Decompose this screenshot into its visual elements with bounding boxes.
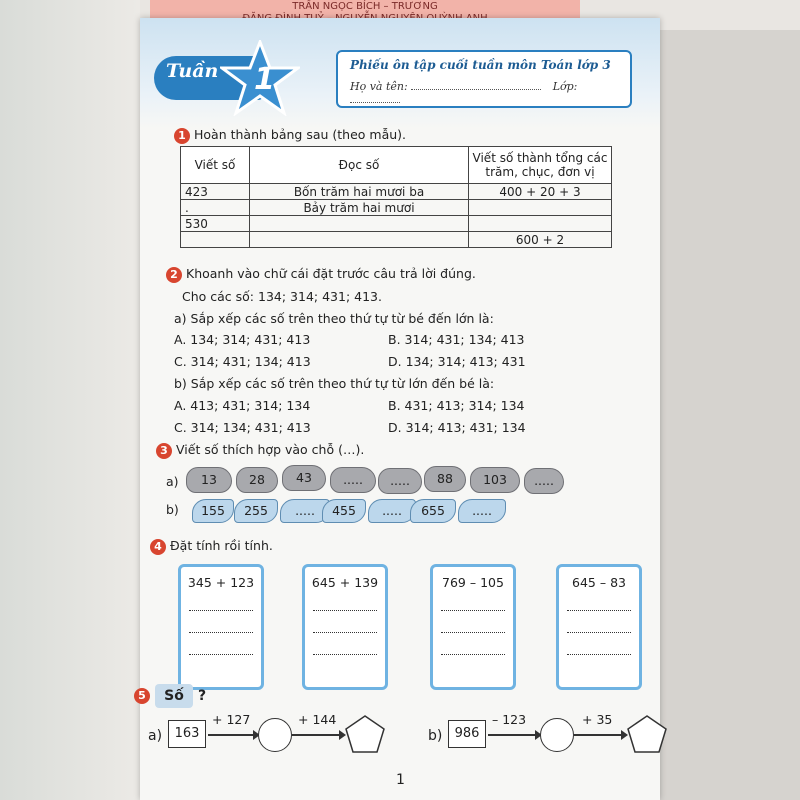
q5b-pentagon-answer[interactable] xyxy=(626,714,668,754)
q5b-op1: – 123 xyxy=(492,712,527,727)
answer-line xyxy=(567,653,631,655)
table-cell[interactable]: . xyxy=(181,200,250,216)
q5b-label: b) xyxy=(428,728,443,744)
name-label: Họ và tên: xyxy=(350,80,408,93)
q2-given: Cho các số: 134; 314; 431; 413. xyxy=(182,289,382,304)
name-line xyxy=(350,80,620,106)
table-row xyxy=(181,184,612,200)
calc-expression: 769 – 105 xyxy=(442,575,504,590)
q2b-option-a[interactable]: A. 413; 431; 314; 134 xyxy=(174,398,311,413)
q5a-pentagon-answer[interactable] xyxy=(344,714,386,754)
q5-question-mark: ? xyxy=(198,688,207,704)
week-number: 1 xyxy=(254,62,275,97)
table-cell[interactable] xyxy=(469,200,612,216)
stone-blank[interactable]: ..... xyxy=(524,468,564,494)
table-row xyxy=(181,200,612,216)
arrow-icon xyxy=(208,734,258,736)
leaf-number: 655 xyxy=(410,499,456,523)
background-right xyxy=(660,30,800,800)
table-header: Viết số xyxy=(181,147,250,184)
leaf-number: 155 xyxy=(192,499,234,523)
answer-line xyxy=(313,609,377,611)
background-left xyxy=(0,0,140,800)
q2b-option-b[interactable]: B. 431; 413; 314; 134 xyxy=(388,398,525,413)
table-cell: 400 + 20 + 3 xyxy=(469,184,612,200)
table-cell: 530 xyxy=(181,216,250,232)
stone-blank[interactable]: ..... xyxy=(378,468,422,494)
author-line-1: TRẦN NGỌC BÍCH – TRƯƠNG xyxy=(292,1,438,12)
stone-number: 13 xyxy=(186,467,232,493)
q2a-prompt: a) Sắp xếp các số trên theo thứ tự từ bé đến lớn là: xyxy=(174,311,494,326)
q3a-label: a) xyxy=(166,474,179,489)
table-cell[interactable] xyxy=(181,232,250,248)
table-row xyxy=(181,232,612,248)
q1-number-badge: 1 xyxy=(174,128,190,144)
q5a-op1: + 127 xyxy=(212,712,251,727)
calc-box-1[interactable] xyxy=(178,564,264,690)
q2a-option-a[interactable]: A. 134; 314; 431; 413 xyxy=(174,332,311,347)
table-cell: 423 xyxy=(181,184,250,200)
answer-line xyxy=(441,653,505,655)
name-field[interactable] xyxy=(411,89,541,90)
q2-title-text: Khoanh vào chữ cái đặt trước câu trả lời đúng. xyxy=(186,266,476,281)
leaf-blank[interactable]: ..... xyxy=(368,499,416,523)
sheet-header-box xyxy=(336,50,632,108)
q3-title xyxy=(156,442,364,459)
q2b-option-d[interactable]: D. 314; 413; 431; 134 xyxy=(388,420,526,435)
page-number: 1 xyxy=(396,772,405,788)
table-row xyxy=(181,216,612,232)
q5a-label: a) xyxy=(148,728,163,744)
arrow-icon xyxy=(488,734,540,736)
q3b-label: b) xyxy=(166,502,179,517)
q5b-op2: + 35 xyxy=(582,712,613,727)
table-header: Đọc số xyxy=(250,147,469,184)
q2-number-badge: 2 xyxy=(166,267,182,283)
stone-number: 88 xyxy=(424,466,466,492)
arrow-icon xyxy=(292,734,344,736)
q2-title xyxy=(166,266,476,283)
q2a-option-c[interactable]: C. 314; 431; 134; 413 xyxy=(174,354,311,369)
q5a-circle-answer[interactable] xyxy=(258,718,292,752)
arrow-icon xyxy=(574,734,626,736)
answer-line xyxy=(189,653,253,655)
q1-title-text: Hoàn thành bảng sau (theo mẫu). xyxy=(194,127,407,142)
q1-title xyxy=(174,127,406,144)
q2a-option-b[interactable]: B. 314; 431; 134; 413 xyxy=(388,332,525,347)
table-cell: 600 + 2 xyxy=(469,232,612,248)
stone-number: 43 xyxy=(282,465,326,491)
calc-expression: 645 + 139 xyxy=(311,575,379,590)
q2b-prompt: b) Sắp xếp các số trên theo thứ tự từ lớn đến bé là: xyxy=(174,376,495,391)
table-cell[interactable] xyxy=(250,232,469,248)
q4-title xyxy=(150,538,273,555)
table-cell: Bốn trăm hai mươi ba xyxy=(250,184,469,200)
q3-number-badge: 3 xyxy=(156,443,172,459)
q5a-op2: + 144 xyxy=(298,712,337,727)
q1-table xyxy=(180,146,612,248)
table-cell[interactable] xyxy=(250,216,469,232)
answer-line xyxy=(441,609,505,611)
class-field[interactable] xyxy=(350,102,400,103)
q5a-start-box: 163 xyxy=(168,720,206,748)
worksheet-page xyxy=(140,18,660,800)
q5b-start-box: 986 xyxy=(448,720,486,748)
q4-number-badge: 4 xyxy=(150,539,166,555)
q5b-circle-answer[interactable] xyxy=(540,718,574,752)
answer-line xyxy=(567,609,631,611)
leaf-number: 255 xyxy=(234,499,278,523)
calc-expression: 345 + 123 xyxy=(187,575,255,590)
q2a-option-d[interactable]: D. 134; 314; 413; 431 xyxy=(388,354,526,369)
week-label: Tuần xyxy=(166,60,219,82)
table-header: Viết số thành tổng các trăm, chục, đơn vị xyxy=(469,147,612,184)
leaf-number: 455 xyxy=(322,499,366,523)
answer-line xyxy=(567,631,631,633)
table-cell[interactable] xyxy=(469,216,612,232)
q3-title-text: Viết số thích hợp vào chỗ (…). xyxy=(176,442,365,457)
calc-box-2[interactable] xyxy=(302,564,388,690)
q5-so-box: Số xyxy=(155,684,193,708)
table-cell: Bảy trăm hai mươi xyxy=(250,200,469,216)
q2b-option-c[interactable]: C. 314; 134; 431; 413 xyxy=(174,420,311,435)
q4-title-text: Đặt tính rồi tính. xyxy=(170,538,273,553)
calc-expression: 645 – 83 xyxy=(572,575,626,590)
stone-number: 28 xyxy=(236,467,278,493)
stone-blank[interactable]: ..... xyxy=(330,467,376,493)
answer-line xyxy=(313,653,377,655)
answer-line xyxy=(441,631,505,633)
calc-box-3[interactable] xyxy=(430,564,516,690)
q5-number-badge: 5 xyxy=(134,688,150,704)
sheet-title: Phiếu ôn tập cuối tuần môn Toán lớp 3 xyxy=(350,58,611,72)
calc-box-4[interactable] xyxy=(556,564,642,690)
leaf-blank[interactable]: ..... xyxy=(280,499,330,523)
answer-line xyxy=(189,609,253,611)
class-label: Lớp: xyxy=(552,80,578,93)
stone-number: 103 xyxy=(470,467,520,493)
leaf-blank[interactable]: ..... xyxy=(458,499,506,523)
answer-line xyxy=(189,631,253,633)
answer-line xyxy=(313,631,377,633)
